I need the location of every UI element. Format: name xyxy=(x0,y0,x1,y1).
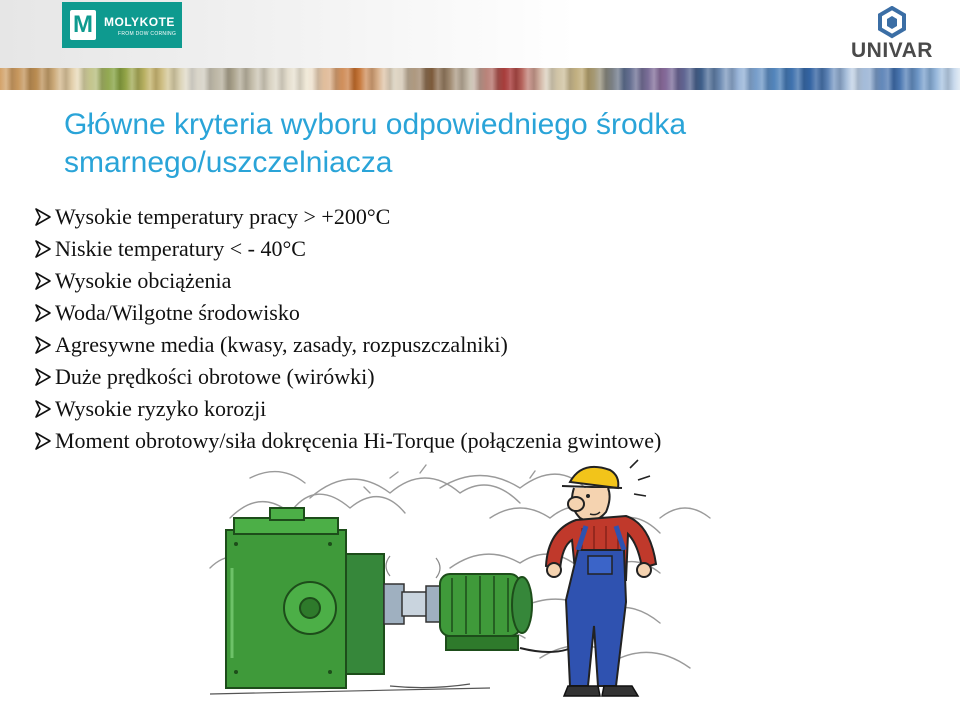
list-item xyxy=(34,298,934,330)
arrow-bullet-icon xyxy=(34,302,52,324)
molykote-mark-icon xyxy=(70,10,96,40)
arrow-bullet-icon xyxy=(34,430,52,452)
list-item-text: Duże prędkości obrotowe (wirówki) xyxy=(55,364,375,389)
list-item-text: Agresywne media (kwasy, zasady, rozpuszczalniki) xyxy=(55,332,508,357)
univar-logo xyxy=(842,6,942,62)
electric-motor xyxy=(440,574,580,652)
list-item-text: Moment obrotowy/siła dokręcenia Hi-Torque (połączenia gwintowe) xyxy=(55,428,662,453)
list-item xyxy=(34,202,934,234)
molykote-mark-letter: M xyxy=(73,11,93,38)
molykote-name: MOLYKOTE xyxy=(104,15,175,29)
univar-name: UNIVAR xyxy=(851,39,933,62)
list-item-text: Wysokie ryzyko korozji xyxy=(55,396,267,421)
molykote-logo xyxy=(62,2,182,48)
arrow-bullet-icon xyxy=(34,366,52,388)
list-item-text: Woda/Wilgotne środowisko xyxy=(55,300,300,325)
shaft-coupling xyxy=(384,556,440,624)
slide-header xyxy=(0,0,960,68)
arrow-bullet-icon xyxy=(34,334,52,356)
list-item-text: Wysokie temperatury pracy > +200°C xyxy=(55,204,391,229)
list-item xyxy=(34,394,934,426)
gearbox-machine xyxy=(226,508,384,688)
slide-title: Główne kryteria wyboru odpowiedniego środka smarnego/uszczelniacza xyxy=(64,108,687,179)
list-item xyxy=(34,426,934,458)
list-item-text: Niskie temperatury < - 40°C xyxy=(55,236,306,261)
list-item xyxy=(34,362,934,394)
univar-hexagon-icon xyxy=(842,6,942,42)
list-item xyxy=(34,266,934,298)
criteria-list xyxy=(34,202,934,458)
list-item xyxy=(34,330,934,362)
list-item-text: Wysokie obciążenia xyxy=(55,268,232,293)
cartoon-illustration xyxy=(190,458,840,702)
molykote-tagline: FROM DOW CORNING xyxy=(118,31,177,37)
arrow-bullet-icon xyxy=(34,398,52,420)
arrow-bullet-icon xyxy=(34,238,52,260)
arrow-bullet-icon xyxy=(34,206,52,228)
worker-figure xyxy=(546,460,656,696)
arrow-bullet-icon xyxy=(34,270,52,292)
list-item xyxy=(34,234,934,266)
header-photo-strip-texture xyxy=(0,68,960,90)
